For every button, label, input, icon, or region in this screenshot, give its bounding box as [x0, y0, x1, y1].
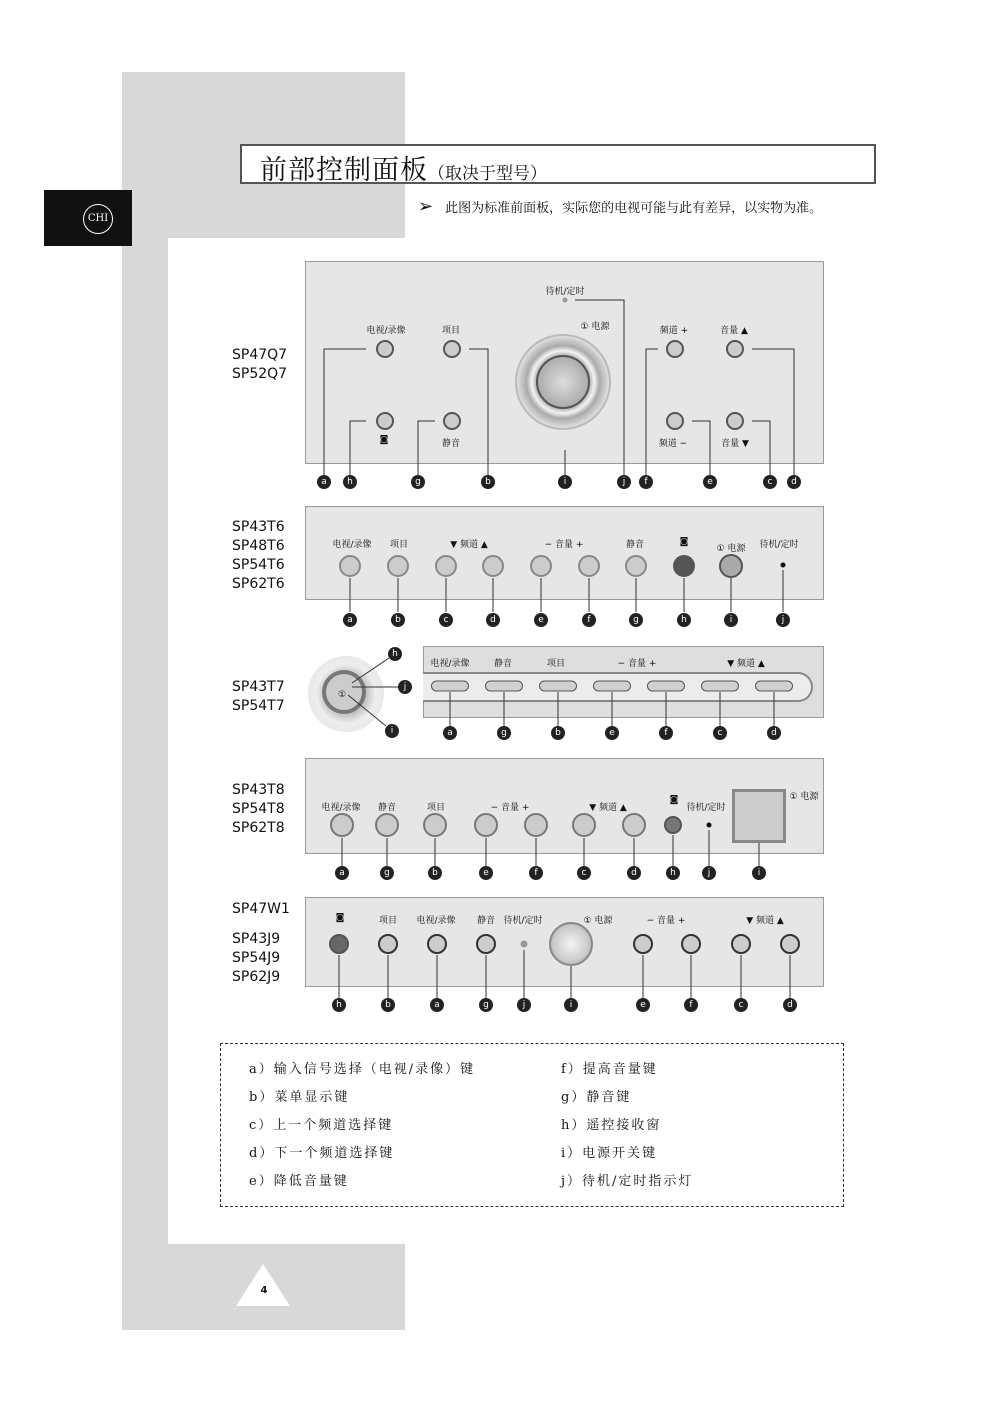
model-name: SP54T8: [232, 801, 285, 817]
page-subtitle: （取决于型号）: [428, 164, 547, 184]
label-vol-down: 音量 ▼: [721, 439, 749, 449]
legend-item: e）降低音量键: [249, 1174, 349, 1189]
model-name: SP47W1: [232, 901, 290, 917]
label-mute: 静音: [377, 803, 397, 813]
label-mute: 静音: [441, 439, 461, 449]
label-remote: ◙: [335, 913, 345, 923]
label-volume: − 音量 +: [646, 916, 686, 926]
callout-tag: e: [534, 613, 548, 627]
legend-item: g）静音键: [561, 1090, 632, 1105]
legend-item: j）待机/定时指示灯: [561, 1174, 694, 1189]
callout-tag: f: [529, 866, 543, 880]
callout-tag: a: [443, 726, 457, 740]
callout-tag: i: [724, 613, 738, 627]
callout-tag: j: [617, 475, 631, 489]
callout-tag: c: [713, 726, 727, 740]
label-standby: 待机/定时: [759, 540, 799, 550]
callout-tag: d: [627, 866, 641, 880]
label-power: ① 电源: [580, 322, 610, 332]
label-tv-video: 电视/录像: [321, 803, 361, 813]
label-tv-video: 电视/录像: [416, 916, 456, 926]
label-mute: 静音: [625, 540, 645, 550]
language-tab-label: CHI: [83, 204, 113, 234]
label-remote: ◙: [379, 435, 389, 445]
label-channel: ▼ 频道 ▲: [746, 916, 784, 926]
callout-tag: h: [666, 866, 680, 880]
callout-tag: f: [639, 475, 653, 489]
label-volume: − 音量 +: [544, 540, 584, 550]
legend-item: i）电源开关键: [561, 1146, 658, 1161]
callout-tag: i: [752, 866, 766, 880]
callout-tag: i: [558, 475, 572, 489]
label-tv-video: 电视/录像: [332, 540, 372, 550]
model-name: SP62J9: [232, 969, 281, 985]
legend-item: f）提高音量键: [561, 1062, 658, 1077]
callout-tag: j: [776, 613, 790, 627]
label-ch-down: 频道 −: [658, 439, 688, 449]
callout-tag: d: [486, 613, 500, 627]
callout-tag: d: [767, 726, 781, 740]
callout-tag: c: [577, 866, 591, 880]
label-vol-up: 音量 ▲: [720, 326, 748, 336]
callout-tag: f: [659, 726, 673, 740]
legend-item: b）菜单显示键: [249, 1090, 350, 1105]
label-standby: 待机/定时: [545, 287, 585, 297]
callout-tag: c: [439, 613, 453, 627]
model-name: SP54T6: [232, 557, 285, 573]
label-menu: 项目: [441, 326, 461, 336]
label-tv-video: 电视/录像: [430, 659, 470, 669]
callout-tag: e: [605, 726, 619, 740]
callout-tag: g: [497, 726, 511, 740]
callout-tag: a: [335, 866, 349, 880]
arrow-icon: ➢: [418, 196, 434, 217]
callout-tag: a: [317, 475, 331, 489]
model-name: SP43T8: [232, 782, 285, 798]
dial-power-icon[interactable]: ①: [338, 690, 347, 700]
callout-tag: b: [428, 866, 442, 880]
callout-tag: f: [684, 998, 698, 1012]
label-menu: 项目: [426, 803, 446, 813]
callout-tag: h: [343, 475, 357, 489]
label-power: ① 电源: [583, 916, 613, 926]
model-name: SP54T7: [232, 698, 285, 714]
label-volume: − 音量 +: [490, 803, 530, 813]
callout-tag: b: [551, 726, 565, 740]
label-standby: 待机/定时: [686, 803, 726, 813]
callout-tag: e: [479, 866, 493, 880]
callout-tag: b: [391, 613, 405, 627]
legend-item: a）输入信号选择（电视/录像）键: [249, 1062, 476, 1077]
legend-item: c）上一个频道选择键: [249, 1118, 394, 1133]
legend-item: d）下一个频道选择键: [249, 1146, 395, 1161]
callout-tag: g: [380, 866, 394, 880]
callout-tag: f: [582, 613, 596, 627]
label-menu: 项目: [389, 540, 409, 550]
callout-tag: i: [564, 998, 578, 1012]
callout-tag: e: [636, 998, 650, 1012]
label-channel: ▼ 频道 ▲: [589, 803, 627, 813]
callout-tag: g: [411, 475, 425, 489]
legend-item: h）遥控接收窗: [561, 1118, 662, 1133]
callout-tag: i: [385, 724, 399, 738]
note-text: 此图为标准前面板，实际您的电视可能与此有差异，以实物为准。: [445, 201, 823, 216]
callout-tag: c: [734, 998, 748, 1012]
model-name: SP47Q7: [232, 347, 288, 363]
label-menu: 项目: [378, 916, 398, 926]
label-mute: 静音: [476, 916, 496, 926]
label-volume: − 音量 +: [617, 659, 657, 669]
callout-tag: j: [702, 866, 716, 880]
callout-tag: j: [398, 680, 412, 694]
callout-tag: d: [783, 998, 797, 1012]
page-title: 前部控制面板: [260, 155, 428, 186]
callout-tag: g: [629, 613, 643, 627]
label-channel: ▼ 频道 ▲: [727, 659, 765, 669]
callout-tag: d: [787, 475, 801, 489]
callout-tag: h: [332, 998, 346, 1012]
callout-tag: a: [430, 998, 444, 1012]
label-menu: 项目: [546, 659, 566, 669]
callout-tag: b: [381, 998, 395, 1012]
model-name: SP62T6: [232, 576, 285, 592]
callout-tag: e: [703, 475, 717, 489]
model-name: SP48T6: [232, 538, 285, 554]
label-power: ① 电源: [716, 544, 746, 554]
callout-tag: h: [388, 647, 402, 661]
model-name: SP43T7: [232, 679, 285, 695]
label-power: ① 电源: [789, 792, 819, 802]
callout-tag: c: [763, 475, 777, 489]
callout-tag: h: [677, 613, 691, 627]
label-remote: ◙: [669, 795, 679, 805]
label-channel: ▼ 频道 ▲: [450, 540, 488, 550]
callout-tag: b: [481, 475, 495, 489]
label-standby: 待机/定时: [503, 916, 543, 926]
page-number: 4: [260, 1285, 268, 1296]
callout-tag: a: [343, 613, 357, 627]
label-tv-video: 电视/录像: [366, 326, 406, 336]
legend-box: [220, 1043, 844, 1207]
callout-tag: j: [517, 998, 531, 1012]
label-mute: 静音: [493, 659, 513, 669]
model-name: SP62T8: [232, 820, 285, 836]
label-remote: ◙: [679, 537, 689, 547]
model-name: SP43J9: [232, 931, 281, 947]
callout-tag: g: [479, 998, 493, 1012]
model-name: SP54J9: [232, 950, 281, 966]
model-name: SP43T6: [232, 519, 285, 535]
model-name: SP52Q7: [232, 366, 288, 382]
label-ch-up: 频道 +: [659, 326, 689, 336]
